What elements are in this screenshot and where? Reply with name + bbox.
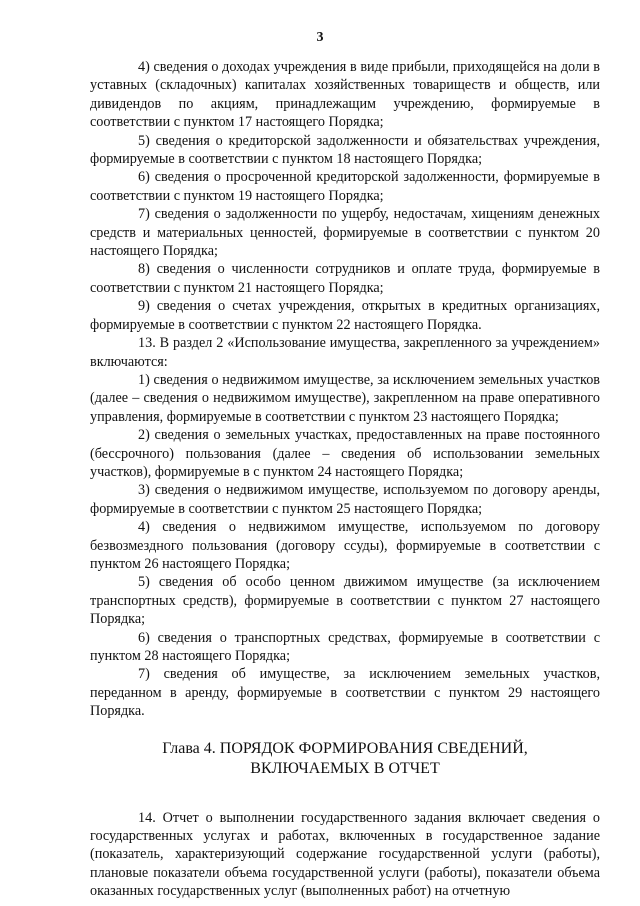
chapter-heading bbox=[90, 739, 600, 779]
paragraph: 7) сведения об имуществе, за исключением земельных участков, переданном в аренду, формируемые в соответствии с пунктом 29 настоящего Порядка. bbox=[90, 666, 600, 720]
paragraph: 1) сведения о недвижимом имуществе, за исключением земельных участков (далее – сведения о недвижимом имуществе), закрепленном на праве оперативного управления, формируемые в соответствии с пунктом 23 настоящего Порядка; bbox=[90, 371, 600, 425]
paragraph: 3) сведения о недвижимом имуществе, используемом по договору аренды, формируемые в соответствии с пунктом 25 настоящего Порядка; bbox=[90, 482, 600, 517]
paragraph: 8) сведения о численности сотрудников и оплате труда, формируемые в соответствии с пунктом 21 настоящего Порядка; bbox=[90, 261, 600, 296]
paragraph: 6) сведения о просроченной кредиторской задолженности, формируемые в соответствии с пунктом 19 настоящего Порядка; bbox=[90, 169, 600, 204]
paragraph: 5) сведения о кредиторской задолженности и обязательствах учреждения, формируемые в соответствии с пунктом 18 настоящего Порядка; bbox=[90, 132, 600, 168]
paragraph: 13. В раздел 2 «Использование имущества, закрепленного за учреждением» включаются: bbox=[90, 335, 600, 370]
paragraph: 6) сведения о транспортных средствах, формируемые в соответствии с пунктом 28 настоящего Порядка; bbox=[90, 629, 600, 664]
document-body bbox=[90, 58, 600, 901]
paragraph: 4) сведения о доходах учреждения в виде прибыли, приходящейся на доли в уставных (складочных) капиталах хозяйственных товариществ и обществ, или дивидендов по акциям, принадлежащим учреждению, формируемые в соответствии с пунктом 17 настоящего Порядка; bbox=[90, 59, 600, 131]
chapter-heading-line: Глава 4. ПОРЯДОК ФОРМИРОВАНИЯ СВЕДЕНИЙ, bbox=[162, 739, 528, 757]
paragraph: 9) сведения о счетах учреждения, открытых в кредитных организациях, формируемые в соответствии с пунктом 22 настоящего Порядка. bbox=[90, 298, 600, 333]
paragraph: 14. Отчет о выполнении государственного задания включает сведения о государственных услугах и работах, включенных в государственное задание (показатель, характеризующий содержание государственной услуги (работы), плановые показатели объема государственной услуги (работы), показатели объема оказанных государственных услуг (выполненных работ) на отчетную bbox=[90, 809, 600, 900]
paragraph: 7) сведения о задолженности по ущербу, недостачам, хищениям денежных средств и материальных ценностей, формируемые в соответствии с пунктом 20 настоящего Порядка; bbox=[90, 206, 600, 260]
chapter-heading-line: ВКЛЮЧАЕМЫХ В ОТЧЕТ bbox=[250, 759, 440, 777]
page-number: 3 bbox=[316, 30, 324, 45]
paragraph: 2) сведения о земельных участках, предоставленных на праве постоянного (бессрочного) пользования (далее – сведения об использовании земельных участков), формируемые в с пунктом 24 настоящего Порядка; bbox=[90, 427, 600, 480]
paragraph: 5) сведения об особо ценном движимом имуществе (за исключением транспортных средств), формируемые в соответствии с пунктом 27 настоящего Порядка; bbox=[90, 574, 600, 628]
paragraph: 4) сведения о недвижимом имуществе, используемом по договору безвозмездного пользования (договору ссуды), формируемые в соответствии с пунктом 26 настоящего Порядка; bbox=[90, 519, 600, 572]
